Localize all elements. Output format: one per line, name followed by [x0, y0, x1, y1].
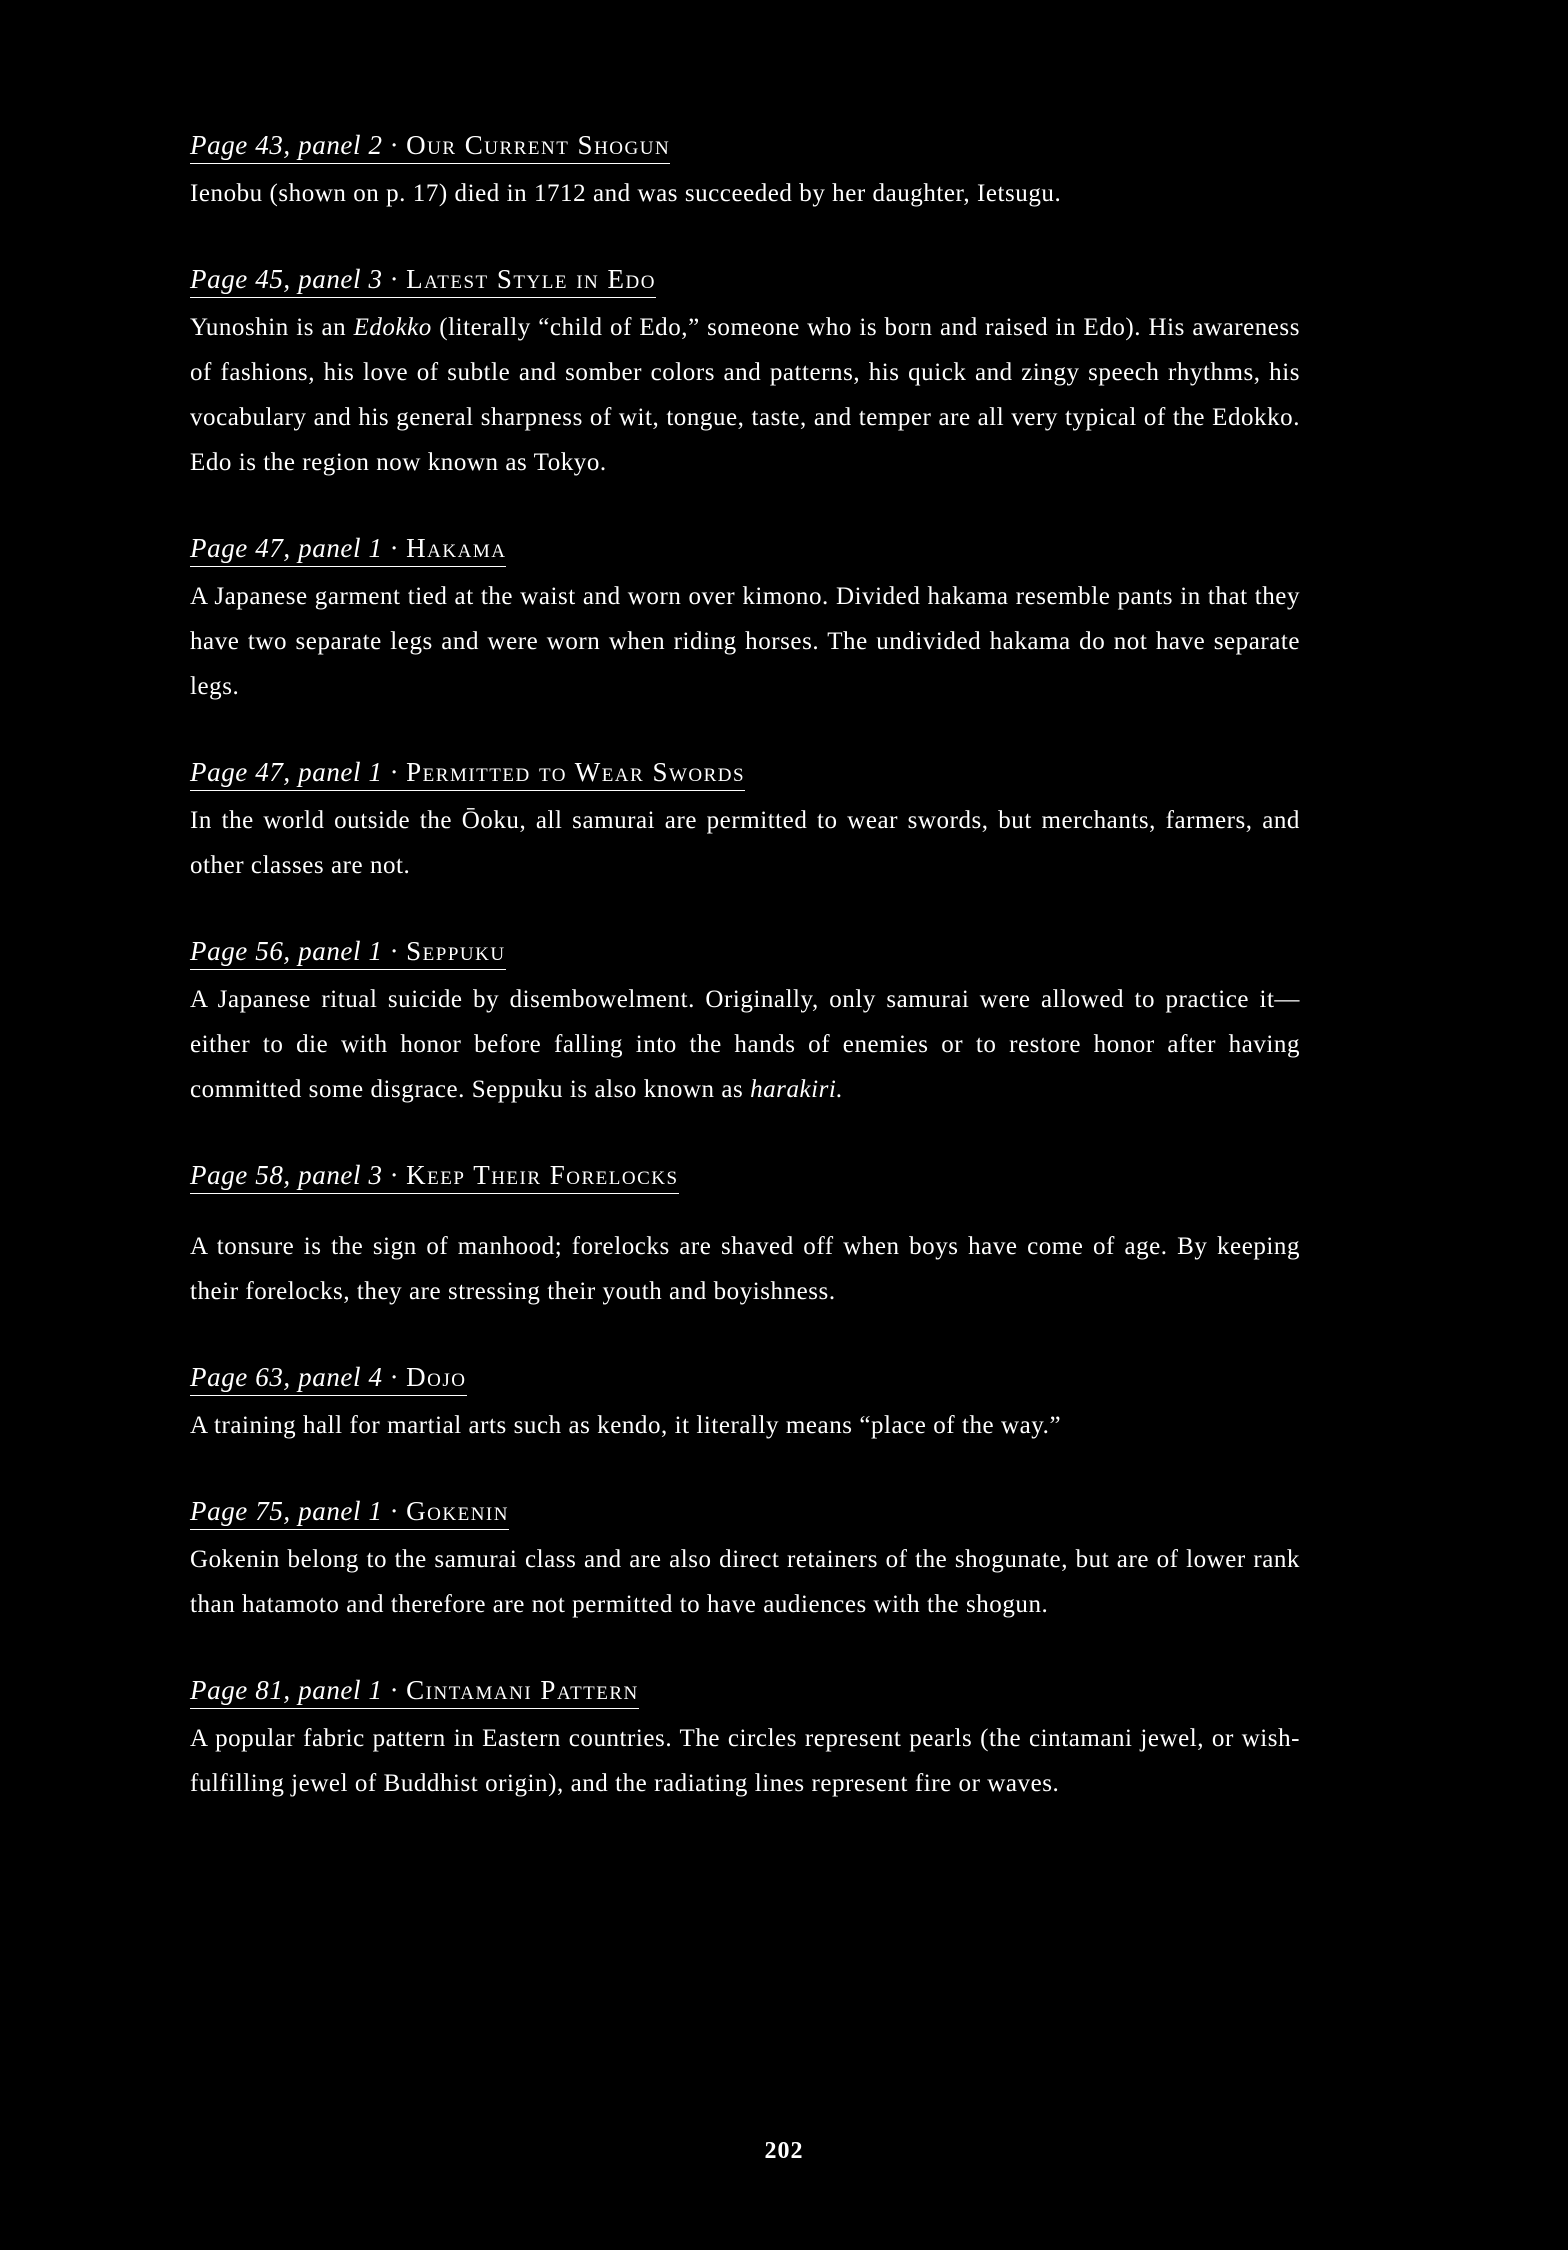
note-reference: Page 56, panel 1 [190, 936, 383, 966]
note-text: A popular fabric pattern in Eastern countries. The circles represent pearls (the cintamani jewel, or wish-fulfilling jewel of Buddhist origin), and the radiating lines represent fire or waves. [190, 1725, 1300, 1797]
note-permitted-to-wear-swords [190, 755, 1300, 888]
note-gokenin [190, 1494, 1300, 1627]
note-text-part: (literally “child of Edo,” someone who is born and raised in Edo). His awareness of fashions, his love of subtle and somber colors and patterns, his quick and zingy speech rhythms, his vocabulary and his general sharpness of wit, tongue, taste, and temper are all very typical of the Edokko. Edo is the region now known as Tokyo. [190, 314, 1300, 476]
note-title: Dojo [406, 1362, 467, 1392]
note-reference: Page 58, panel 3 [190, 1160, 383, 1190]
note-heading [190, 1494, 509, 1530]
note-title: Latest Style in Edo [406, 264, 656, 294]
note-reference: Page 45, panel 3 [190, 264, 383, 294]
note-our-current-shogun [190, 128, 1300, 216]
note-latest-style-in-edo [190, 262, 1300, 485]
note-reference: Page 63, panel 4 [190, 1362, 383, 1392]
note-separator: · [389, 1496, 400, 1526]
note-heading [190, 1360, 467, 1396]
note-title: Our Current Shogun [406, 130, 671, 160]
note-heading [190, 262, 656, 298]
note-keep-their-forelocks [190, 1158, 1300, 1314]
note-heading [190, 128, 670, 164]
note-heading [190, 1158, 679, 1194]
note-text: A Japanese garment tied at the waist and worn over kimono. Divided hakama resemble pants in that they have two separate legs and were worn when riding horses. The undivided hakama do not have separate legs. [190, 583, 1300, 700]
note-separator: · [389, 1675, 400, 1705]
glossary-notes [190, 128, 1300, 1806]
note-cintamani-pattern [190, 1673, 1300, 1806]
note-text: A tonsure is the sign of manhood; forelocks are shaved off when boys have come of age. By keeping their forelocks, they are stressing their youth and boyishness. [190, 1233, 1300, 1305]
note-title: Permitted to Wear Swords [406, 757, 746, 787]
note-separator: · [389, 1160, 400, 1190]
note-heading [190, 531, 506, 567]
note-text: In the world outside the Ōoku, all samurai are permitted to wear swords, but merchants, farmers, and other classes are not. [190, 807, 1300, 879]
note-separator: · [389, 130, 400, 160]
note-text: Ienobu (shown on p. 17) died in 1712 and was succeeded by her daughter, Ietsugu. [190, 180, 1062, 207]
note-heading [190, 1673, 639, 1709]
note-reference: Page 75, panel 1 [190, 1496, 383, 1526]
note-text: A training hall for martial arts such as kendo, it literally means “place of the way.” [190, 1412, 1062, 1439]
note-title: Cintamani Pattern [406, 1675, 639, 1705]
note-text-part: Yunoshin is an [190, 314, 354, 341]
note-text [190, 305, 1300, 485]
note-separator: · [389, 533, 400, 563]
note-separator: · [389, 757, 400, 787]
note-seppuku [190, 934, 1300, 1112]
note-text-emphasis: Edokko [353, 314, 432, 341]
note-text-part: A Japanese ritual suicide by disembowelment. Originally, only samurai were allowed to practice it—either to die with honor before falling into the hands of enemies or to restore honor after having committed some disgrace. Seppuku is also known as [190, 986, 1300, 1103]
note-hakama [190, 531, 1300, 709]
note-title: Keep Their Forelocks [406, 1160, 679, 1190]
note-text-emphasis: harakiri. [750, 1076, 844, 1103]
page-number: 202 [764, 2138, 804, 2164]
note-heading [190, 755, 745, 791]
note-separator: · [389, 1362, 400, 1392]
note-title: Hakama [406, 533, 507, 563]
note-reference: Page 81, panel 1 [190, 1675, 383, 1705]
note-reference: Page 43, panel 2 [190, 130, 383, 160]
note-separator: · [389, 264, 400, 294]
note-heading [190, 934, 506, 970]
note-dojo [190, 1360, 1300, 1448]
note-reference: Page 47, panel 1 [190, 533, 383, 563]
note-title: Gokenin [406, 1496, 509, 1526]
note-separator: · [389, 936, 400, 966]
note-reference: Page 47, panel 1 [190, 757, 383, 787]
note-text [190, 977, 1300, 1112]
note-text: Gokenin belong to the samurai class and are also direct retainers of the shogunate, but are of lower rank than hatamoto and therefore are not permitted to have audiences with the shogun. [190, 1546, 1300, 1618]
note-title: Seppuku [406, 936, 506, 966]
